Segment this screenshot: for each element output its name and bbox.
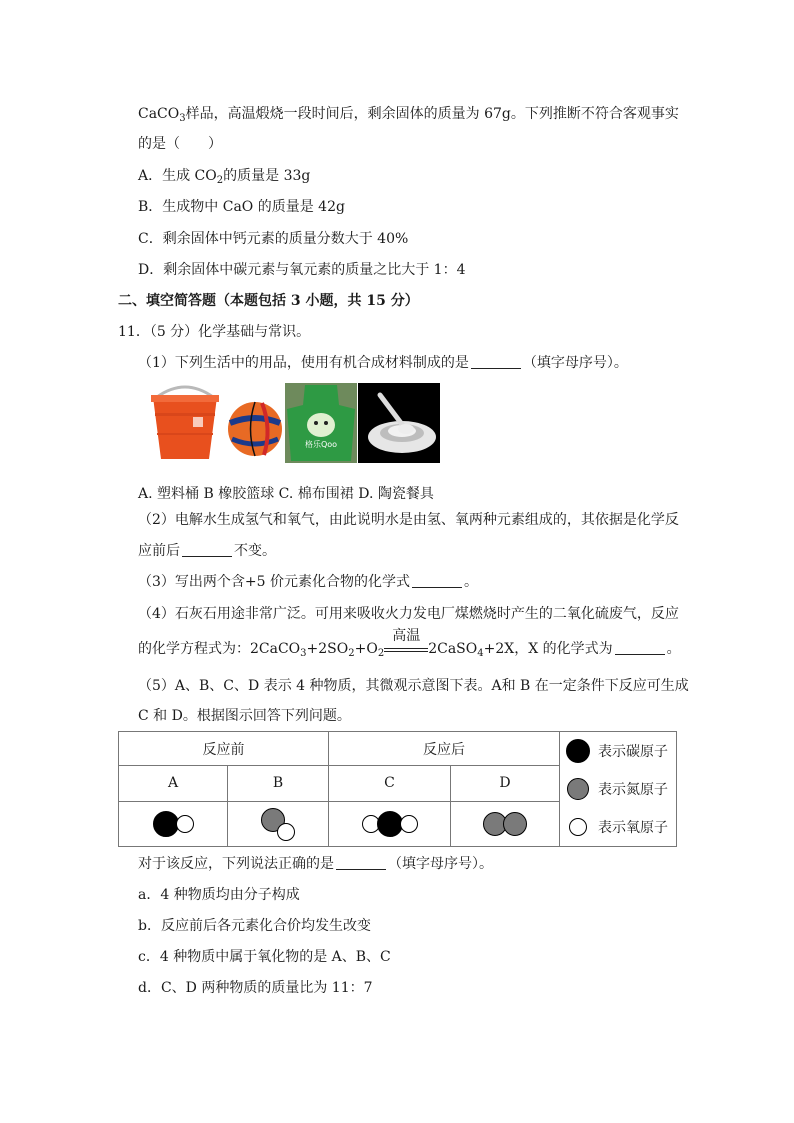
q11-option-c: c．4 种物质中属于氧化物的是 A、B、C bbox=[138, 949, 391, 965]
q10-option-b: B．生成物中 CaO 的质量是 42g bbox=[138, 199, 345, 215]
oxygen-atom-icon bbox=[569, 818, 587, 836]
answer-blank bbox=[471, 354, 521, 369]
molecule-c bbox=[329, 801, 451, 846]
col-c: C bbox=[329, 766, 451, 801]
q11-option-d: d．C、D 两种物质的质量比为 11：7 bbox=[138, 980, 373, 996]
q11-part4-equation: 的化学方程式为：$2CaCO_3+2SO_2+O_2$ 高温 2CaSO$_4$+2X，X 的化学式为 。 bbox=[138, 628, 681, 659]
molecule-b bbox=[228, 801, 329, 846]
legend-carbon: 表示碳原子 bbox=[560, 732, 676, 770]
col-a: A bbox=[119, 766, 228, 801]
molecule-a bbox=[119, 801, 228, 846]
apron-print-text: 格乐Qoo bbox=[304, 440, 338, 449]
header-after: 反应后 bbox=[329, 732, 560, 766]
q11-option-b: b．反应前后各元素化合价均发生改变 bbox=[138, 918, 371, 934]
answer-blank bbox=[615, 640, 665, 655]
cloth-apron-image bbox=[285, 383, 357, 463]
q11-image-options: A. 塑料桶 B 橡胶篮球 C. 棉布围裙 D. 陶瓷餐具 bbox=[138, 486, 434, 502]
carbon-atom-icon bbox=[377, 811, 403, 837]
col-b: B bbox=[228, 766, 329, 801]
legend-oxygen: 表示氧原子 bbox=[560, 808, 676, 846]
q11-part2-line1: （2）电解水生成氢气和氧气，由此说明水是由氢、氧两种元素组成的，其依据是化学反 bbox=[138, 512, 679, 528]
carbon-atom-icon bbox=[566, 739, 590, 763]
molecule-d bbox=[451, 801, 560, 846]
q11-part5-line1: （5）A、B、C、D 表示 4 种物质，其微观示意图下表。A和 B 在一定条件下反应可生成 bbox=[138, 678, 689, 694]
header-before: 反应前 bbox=[119, 732, 329, 766]
oxygen-atom-icon bbox=[400, 815, 418, 833]
section2-title: 二、填空简答题（本题包括 3 小题，共 15 分） bbox=[118, 293, 419, 309]
answer-blank bbox=[412, 573, 462, 588]
col-d: D bbox=[451, 766, 560, 801]
q11-stem: 11．（5 分）化学基础与常识。 bbox=[118, 324, 311, 340]
q11-part4-line1: （4）石灰石用途非常广泛。可用来吸收火力发电厂煤燃烧时产生的二氧化硫废气，反应 bbox=[138, 606, 679, 622]
q10-option-c: C．剩余固体中钙元素的质量分数大于 40% bbox=[138, 231, 409, 247]
q11-part1: （1）下列生活中的用品，使用有机合成材料制成的是 （填字母序号）。 bbox=[138, 355, 628, 371]
basketball-image bbox=[226, 383, 284, 463]
q11-part5-line2: C 和 D。根据图示回答下列问题。 bbox=[138, 708, 351, 724]
nitrogen-atom-icon bbox=[503, 812, 527, 836]
q10-stem-line2: 的是（ ） bbox=[138, 136, 222, 152]
legend-cell bbox=[560, 732, 677, 847]
q10-option-a: A．生成 $CO_2$的质量是 33g bbox=[138, 168, 311, 186]
q10-option-d: D．剩余固体中碳元素与氧元素的质量之比大于 1：4 bbox=[138, 262, 466, 278]
oxygen-atom-icon bbox=[176, 815, 194, 833]
q10-stem-line1: CaCO$_3$样品，高温煅烧一段时间后，剩余固体的质量为 67g。下列推断不符合客观事实 bbox=[138, 106, 679, 124]
carbon-atom-icon bbox=[153, 811, 179, 837]
reaction-condition: 高温 bbox=[384, 639, 428, 659]
plastic-bucket-image bbox=[145, 383, 225, 463]
answer-blank bbox=[336, 855, 386, 870]
q11-part5-question: 对于该反应，下列说法正确的是 （填字母序号）。 bbox=[138, 856, 493, 872]
molecule-table bbox=[118, 731, 677, 847]
ceramic-tableware-image bbox=[358, 383, 440, 463]
legend-nitrogen: 表示氮原子 bbox=[560, 770, 676, 808]
q11-part2-line2: 应前后 不变。 bbox=[138, 543, 276, 559]
oxygen-atom-icon bbox=[277, 823, 295, 841]
answer-blank bbox=[182, 542, 232, 557]
q11-option-a: a．4 种物质均由分子构成 bbox=[138, 887, 300, 903]
q11-part3: （3）写出两个含+5 价元素化合物的化学式 。 bbox=[138, 574, 478, 590]
nitrogen-atom-icon bbox=[567, 778, 589, 800]
